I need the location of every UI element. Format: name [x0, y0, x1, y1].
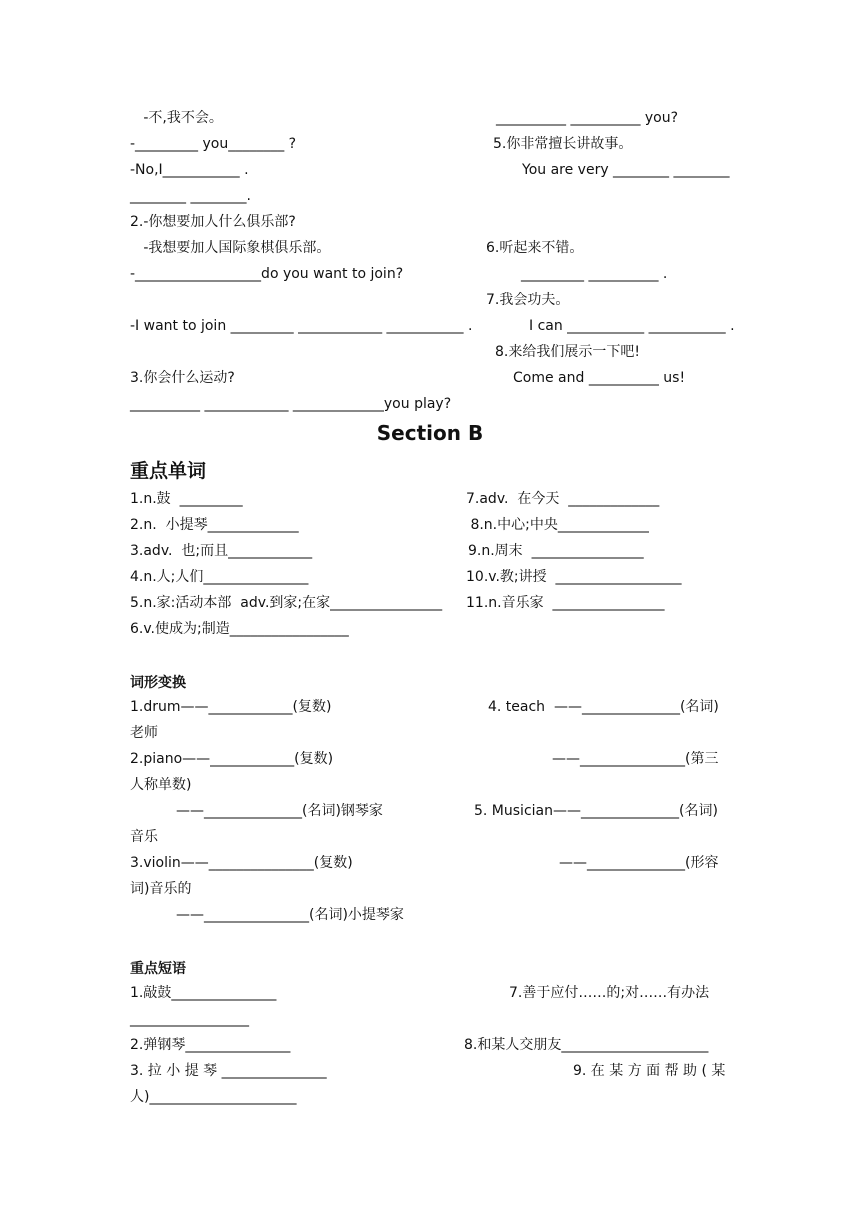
answer-line: 6.听起来不错。	[486, 240, 584, 256]
vocab-item: 11.n.音乐家 ________________	[466, 595, 665, 611]
vocab-item: 3.adv. 也;而且____________	[130, 543, 313, 559]
vocab-item: 2.n. 小提琴_____________	[130, 517, 299, 533]
form-item: 词)音乐的	[130, 881, 192, 897]
form-item: 音乐	[130, 829, 158, 845]
answer-line: -I want to join _________ ____________ ___________ .	[130, 318, 473, 334]
answer-line: -No,I___________ .	[130, 162, 249, 178]
answer-line: -_________ you________ ?	[130, 136, 297, 152]
form-item: ——______________(名词)钢琴家	[176, 803, 383, 819]
phrases-heading: 重点短语	[130, 961, 186, 977]
answer-line: 7.我会功夫。	[486, 292, 570, 308]
phrase-item: 人)_____________________	[130, 1089, 297, 1105]
form-item: 5. Musician——______________(名词)	[474, 803, 718, 819]
phrase-item: 8.和某人交朋友_____________________	[464, 1037, 709, 1053]
phrase-item: 2.弹钢琴_______________	[130, 1037, 291, 1053]
form-item: 人称单数)	[130, 777, 192, 793]
form-item: ——_______________(名词)小提琴家	[176, 907, 404, 923]
answer-line: ________ ________.	[130, 188, 251, 204]
form-item: 2.piano——____________(复数)	[130, 751, 334, 767]
vocab-item: 5.n.家:活动本部 adv.到家;在家________________	[130, 595, 443, 611]
answer-line: __________ ____________ _____________you play?	[130, 396, 452, 412]
form-item: 1.drum——____________(复数)	[130, 699, 332, 715]
vocab-item: 4.n.人;人们_______________	[130, 569, 309, 585]
answer-line: 8.来给我们展示一下吧!	[495, 344, 640, 360]
vocab-item: 9.n.周末 ________________	[468, 543, 644, 559]
vocab-item: 7.adv. 在今天 _____________	[466, 491, 660, 507]
form-item: ——_______________(第三	[552, 751, 719, 767]
phrase-item: 7.善于应付……的;对……有办法	[509, 985, 710, 1001]
form-item: 4. teach ——______________(名词)	[488, 699, 719, 715]
vocab-item: 6.v.使成为;制造_________________	[130, 621, 349, 637]
phrase-item: _________________	[130, 1011, 249, 1027]
phrase-item: 1.敲鼓_______________	[130, 985, 277, 1001]
vocab-heading: 重点单词	[130, 460, 207, 482]
answer-line: __________ __________ you?	[496, 110, 679, 126]
form-item: 3.violin——_______________(复数)	[130, 855, 353, 871]
phrase-item: 9. 在 某 方 面 帮 助 ( 某	[573, 1063, 726, 1079]
answer-line: I can ___________ ___________ .	[529, 318, 735, 334]
vocab-item: 1.n.鼓 _________	[130, 491, 243, 507]
answer-line: 2.-你想要加人什么俱乐部?	[130, 214, 296, 230]
vocab-item: 8.n.中心;中央_____________	[466, 517, 649, 533]
form-item: 老师	[130, 725, 158, 741]
answer-line: -我想要加人国际象棋俱乐部。	[130, 240, 331, 256]
forms-heading: 词形变换	[130, 675, 186, 691]
answer-line: Come and __________ us!	[513, 370, 686, 386]
phrase-item: 3. 拉 小 提 琴 _______________	[130, 1063, 327, 1079]
answer-line: -不,我不会。	[130, 110, 223, 126]
vocab-item: 10.v.教;讲授 __________________	[466, 569, 682, 585]
answer-line: -__________________do you want to join?	[130, 266, 404, 282]
form-item: ——______________(形容	[559, 855, 719, 871]
answer-line: You are very ________ ________	[522, 162, 730, 178]
answer-line: 5.你非常擅长讲故事。	[493, 136, 633, 152]
section-title: Section B	[376, 421, 484, 445]
answer-line: _________ __________ .	[521, 266, 668, 282]
answer-line: 3.你会什么运动?	[130, 370, 235, 386]
